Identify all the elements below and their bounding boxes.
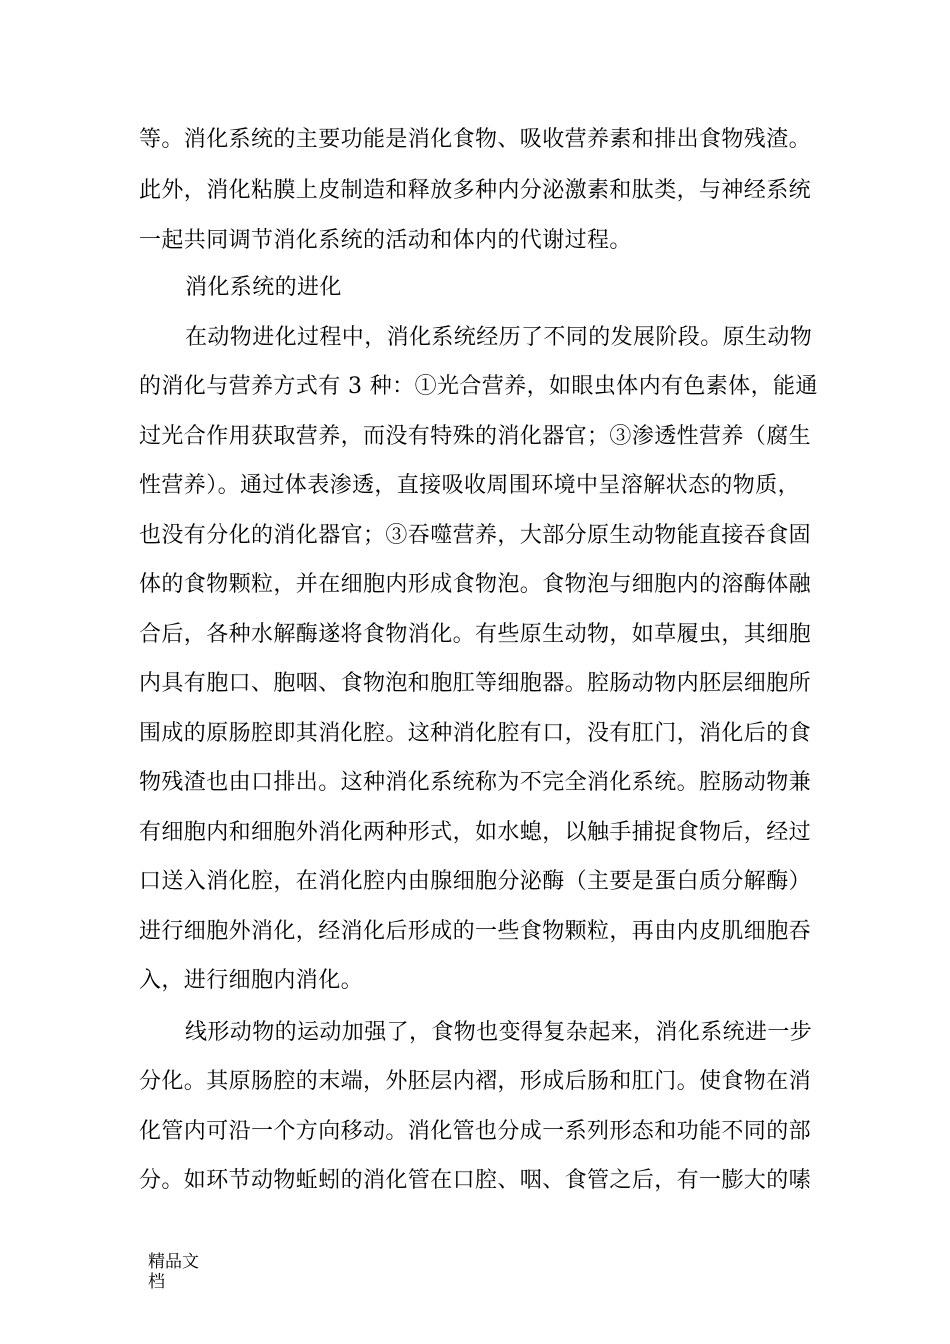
- body-text-line: 物残渣也由口排出。这种消化系统称为不完全消化系统。腔肠动物兼: [139, 770, 812, 795]
- body-text-line: 入，进行细胞内消化。: [139, 968, 364, 993]
- body-text-line: 围成的原肠腔即其消化腔。这种消化腔有口，没有肛门，消化后的食: [139, 721, 812, 746]
- body-text-line: 有细胞内和细胞外消化两种形式，如水螅，以触手捕捉食物后，经过: [139, 820, 812, 845]
- footer-watermark-line-2: 档: [148, 1272, 165, 1292]
- body-text-line: 性营养）。通过体表渗透，直接吸收周围环境中呈溶解状态的物质，: [139, 473, 801, 498]
- body-text-line: 过光合作用获取营养，而没有特殊的消化器官；③渗透性营养（腐生: [139, 424, 812, 449]
- body-text-line: 线形动物的运动加强了，食物也变得复杂起来，消化系统进一步: [185, 1020, 813, 1045]
- body-text-line: 分化。其原肠腔的末端，外胚层内褶，形成后肠和肛门。使食物在消: [139, 1069, 812, 1094]
- footer-watermark-line-1: 精品文: [148, 1252, 199, 1272]
- body-text-line: 一起共同调节消化系统的活动和体内的代谢过程。: [139, 228, 632, 253]
- body-text-line: 进行细胞外消化，经消化后形成的一些食物颗粒，再由内皮肌细胞吞: [139, 919, 812, 944]
- body-text-line: 合后，各种水解酶遂将食物消化。有些原生动物，如草履虫，其细胞: [139, 622, 812, 647]
- body-text-line: 等。消化系统的主要功能是消化食物、吸收营养素和排出食物残渣。: [139, 127, 812, 152]
- section-heading: 消化系统的进化: [185, 275, 342, 300]
- body-text-line: 分。如环节动物蚯蚓的消化管在口腔、咽、食管之后，有一膨大的嗉: [139, 1168, 812, 1193]
- body-text-line: 此外，消化粘膜上皮制造和释放多种内分泌激素和肽类，与神经系统: [139, 178, 812, 203]
- body-text-line: 也没有分化的消化器官；③吞噬营养，大部分原生动物能直接吞食固: [139, 523, 812, 548]
- body-text-line: 在动物进化过程中，消化系统经历了不同的发展阶段。原生动物: [185, 325, 813, 350]
- body-text-line: 化管内可沿一个方向移动。消化管也分成一系列形态和功能不同的部: [139, 1119, 812, 1144]
- body-text-line: 的消化与营养方式有 3 种：①光合营养，如眼虫体内有色素体，能通: [139, 374, 818, 399]
- body-text-line: 内具有胞口、胞咽、食物泡和胞肛等细胞器。腔肠动物内胚层细胞所: [139, 671, 812, 696]
- body-text-line: 口送入消化腔，在消化腔内由腺细胞分泌酶（主要是蛋白质分解酶）: [139, 869, 812, 894]
- body-text-line: 体的食物颗粒，并在细胞内形成食物泡。食物泡与细胞内的溶酶体融: [139, 572, 812, 597]
